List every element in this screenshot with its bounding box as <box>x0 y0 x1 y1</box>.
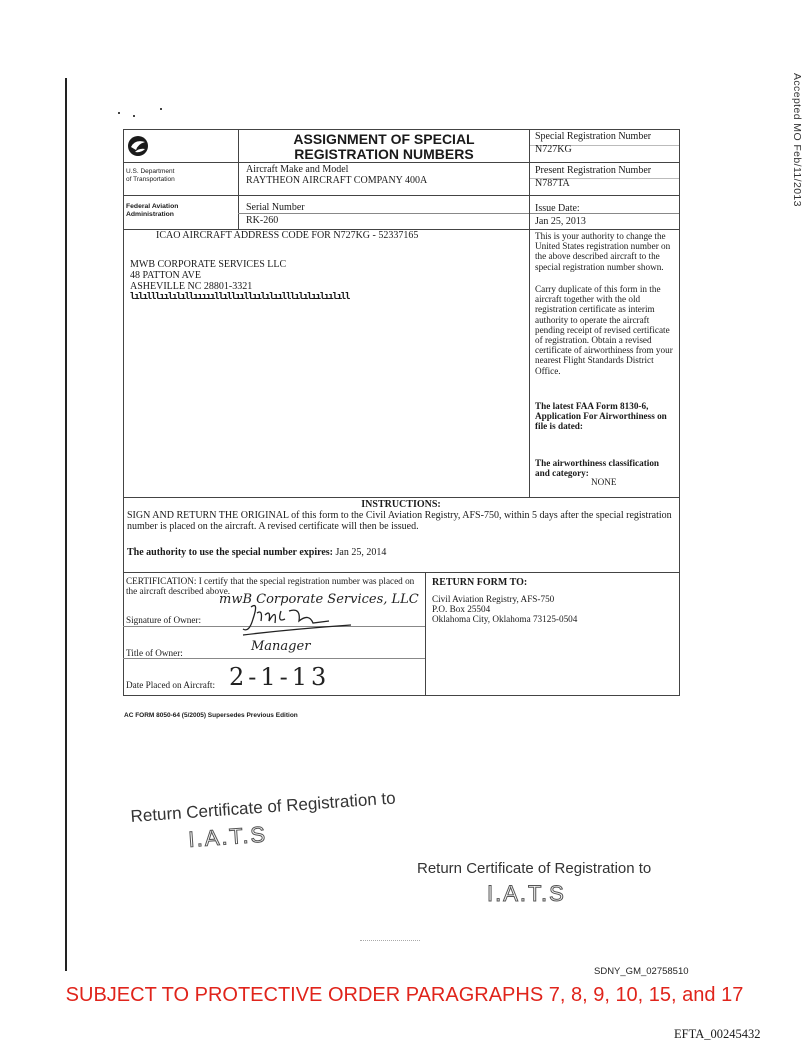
authority-paragraph: This is your authority to change the United States registration number on the above described aircraft to the special registration number shown. <box>535 231 671 272</box>
bates-number: SDNY_GM_02758510 <box>594 966 689 977</box>
return-stamp-right-name: I.A.T.S <box>487 881 566 906</box>
address-line-3: ASHEVILLE NC 28801-3321 <box>130 281 253 292</box>
special-reg-label: Special Registration Number <box>535 131 652 142</box>
faa-line-1: Federal Aviation <box>126 203 179 210</box>
owner-signature <box>233 599 363 639</box>
instructions-text: SIGN AND RETURN THE ORIGINAL of this form to the Civil Aviation Registry, AFS-750, within 5 days after the special registration number is placed on the aircraft. A revised certificate will then be issued. <box>127 510 672 532</box>
carry-duplicate-paragraph: Carry duplicate of this form in the aircraft together with the old registration certificate as interim authority to operate the aircraft pending receipt of revised certificate of registration. Obtain a revised certificate of airworthiness from your nearest Flight Standards District Office. <box>535 284 673 376</box>
speck <box>118 112 120 114</box>
dot-logo-icon <box>127 135 149 157</box>
classification-value: NONE <box>591 477 617 487</box>
serial-value: RK-260 <box>246 215 279 226</box>
return-stamp-left-name: I.A.T.S <box>187 821 268 852</box>
present-reg-value: N787TA <box>535 178 570 189</box>
faa-line-2: Administration <box>126 210 174 218</box>
return-stamp-right-line: Return Certificate of Registration to <box>417 860 652 877</box>
classification-paragraph: The airworthiness classification and category: <box>535 458 660 479</box>
make-value: RAYTHEON AIRCRAFT COMPANY 400A <box>246 175 428 186</box>
issue-date-label: Issue Date: <box>535 203 580 214</box>
efta-number: EFTA_00245432 <box>674 1027 761 1041</box>
speck <box>360 940 420 942</box>
accepted-stamp: Accepted MO Feb/11/2013 <box>791 73 803 207</box>
handwritten-date: 2-1-13 <box>229 663 331 691</box>
dept-line-2: of Transportation <box>126 175 175 183</box>
form-title-line-1: ASSIGNMENT OF SPECIAL <box>293 131 475 147</box>
form-8130-paragraph: The latest FAA Form 8130-6, Application For Airworthiness on file is dated: <box>535 401 667 432</box>
form-footer: AC FORM 8050-64 (5/2005) Supersedes Previous Edition <box>124 712 298 719</box>
present-reg-label: Present Registration Number <box>535 165 652 176</box>
return-stamp-left-line: Return Certificate of Registration to <box>130 788 397 826</box>
form-title-line-2: REGISTRATION NUMBERS <box>294 146 474 162</box>
return-stamp-right <box>417 860 651 907</box>
certification-text: CERTIFICATION: I certify that the special registration number was placed on the aircraft described above. <box>126 576 415 597</box>
address-line-1: MWB CORPORATE SERVICES LLC <box>130 259 287 270</box>
make-label: Aircraft Make and Model <box>246 164 349 175</box>
form <box>123 129 680 696</box>
issue-date-value: Jan 25, 2013 <box>535 216 586 227</box>
speck <box>133 115 135 117</box>
expires-label: The authority to use the special number expires: <box>127 547 334 558</box>
title-of-owner-label: Title of Owner: <box>126 648 183 658</box>
icao-line: ICAO AIRCRAFT ADDRESS CODE FOR N727KG - 52337165 <box>156 230 419 241</box>
date-placed-label: Date Placed on Aircraft: <box>126 680 216 690</box>
margin-bar <box>65 78 67 971</box>
dept-line-1: U.S. Department <box>126 168 175 175</box>
serial-label: Serial Number <box>246 202 305 213</box>
return-line-3: Oklahoma City, Oklahoma 73125-0504 <box>432 614 578 625</box>
return-form-title: RETURN FORM TO: <box>432 577 528 588</box>
return-line-1: Civil Aviation Registry, AFS-750 <box>432 594 555 604</box>
return-stamp-left <box>130 788 398 856</box>
return-line-2: P.O. Box 25504 <box>432 604 491 615</box>
address-line-2: 48 PATTON AVE <box>130 270 201 281</box>
special-reg-value: N727KG <box>535 144 572 155</box>
protective-order-notice: SUBJECT TO PROTECTIVE ORDER PARAGRAPHS 7, 8, 9, 10, 15, and 17 <box>65 984 744 1006</box>
instructions-title: INSTRUCTIONS: <box>361 499 441 510</box>
signature-label: Signature of Owner: <box>126 615 202 625</box>
expires-value: Jan 25, 2014 <box>335 547 387 558</box>
handwritten-title: Manager <box>251 639 311 654</box>
postal-barcode: lılılllıılılıllıııııllıllııllıılılıılllılılıılıılıll <box>130 292 350 302</box>
handwritten-company: mwB Corporate Services, LLC <box>219 592 419 607</box>
speck <box>160 108 162 110</box>
